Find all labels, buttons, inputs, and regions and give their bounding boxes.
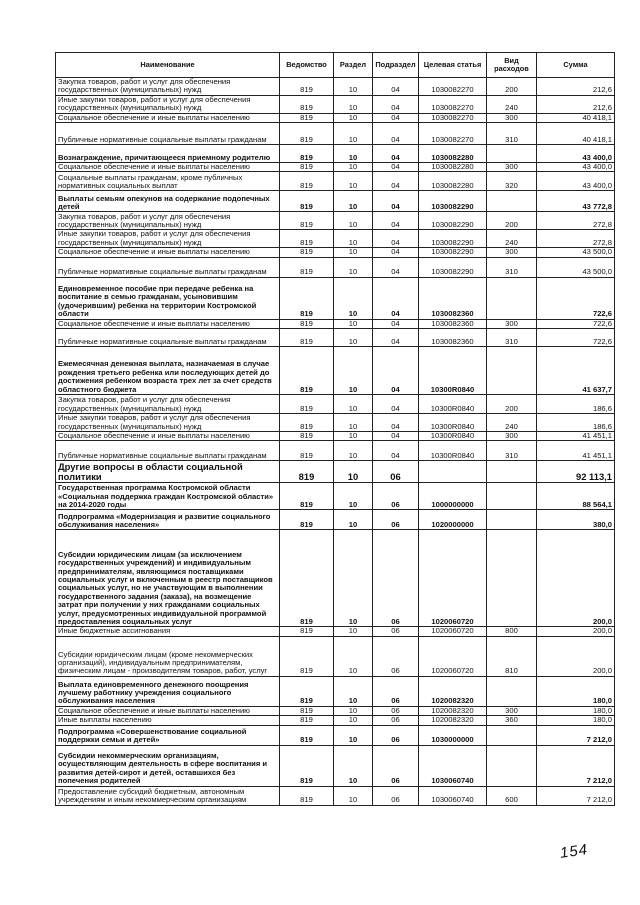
table-row (56, 163, 615, 172)
cell-name: Ежемесячная денежная выплата, назначаемая в случае рождения третьего ребенка или последующих детей до достижения ребенком возраста трех лет за счет средств областного бюджета (56, 347, 280, 395)
cell-target: 1030082360 (419, 319, 487, 328)
table-row (56, 510, 615, 530)
cell-subsection: 04 (373, 172, 419, 191)
cell-dept: 819 (280, 786, 334, 805)
cell-dept: 819 (280, 257, 334, 277)
cell-sum: 212,6 (537, 95, 615, 113)
cell-dept: 819 (280, 745, 334, 786)
cell-name: Другие вопросы в области социальной политики (56, 461, 280, 483)
cell-sum: 212,6 (537, 78, 615, 96)
cell-kind: 200 (487, 78, 537, 96)
table-row (56, 441, 615, 461)
cell-section: 10 (334, 786, 373, 805)
cell-subsection: 04 (373, 329, 419, 347)
cell-target: 10300R0840 (419, 414, 487, 432)
cell-sum: 43 400,0 (537, 163, 615, 172)
cell-target: 1020082320 (419, 676, 487, 706)
table-row (56, 414, 615, 432)
cell-sum: 41 451,1 (537, 441, 615, 461)
cell-sum: 40 418,1 (537, 113, 615, 122)
table-row (56, 329, 615, 347)
table-row (56, 530, 615, 627)
cell-dept: 819 (280, 248, 334, 257)
cell-subsection: 04 (373, 78, 419, 96)
table-row (56, 123, 615, 145)
cell-target: 1030082280 (419, 163, 487, 172)
cell-section: 10 (334, 172, 373, 191)
cell-kind (487, 725, 537, 745)
table-row (56, 277, 615, 319)
cell-section: 10 (334, 510, 373, 530)
cell-subsection: 04 (373, 432, 419, 441)
cell-subsection: 04 (373, 145, 419, 163)
cell-section: 10 (334, 113, 373, 122)
cell-target: 1030082290 (419, 212, 487, 230)
cell-dept: 819 (280, 414, 334, 432)
cell-kind (487, 676, 537, 706)
cell-name: Социальные выплаты гражданам, кроме публичных нормативных социальных выплат (56, 172, 280, 191)
cell-name: Выплаты семьям опекунов на содержание подопечных детей (56, 191, 280, 212)
cell-name: Публичные нормативные социальные выплаты гражданам (56, 441, 280, 461)
cell-kind: 300 (487, 319, 537, 328)
cell-subsection: 06 (373, 676, 419, 706)
cell-sum: 200,0 (537, 627, 615, 636)
cell-section: 10 (334, 319, 373, 328)
cell-sum: 92 113,1 (537, 461, 615, 483)
cell-subsection: 06 (373, 461, 419, 483)
col-name-header: Наименование (56, 53, 280, 78)
cell-sum: 7 212,0 (537, 745, 615, 786)
cell-sum: 43 400,0 (537, 145, 615, 163)
cell-sum: 43 500,0 (537, 257, 615, 277)
cell-kind: 200 (487, 212, 537, 230)
cell-dept: 819 (280, 329, 334, 347)
cell-kind: 310 (487, 441, 537, 461)
cell-target: 1030082270 (419, 123, 487, 145)
cell-section: 10 (334, 725, 373, 745)
cell-subsection: 04 (373, 347, 419, 395)
cell-dept: 819 (280, 212, 334, 230)
cell-kind: 600 (487, 786, 537, 805)
cell-target: 1030000000 (419, 725, 487, 745)
cell-section: 10 (334, 636, 373, 676)
page-number: 154 (558, 841, 590, 862)
cell-name: Публичные нормативные социальные выплаты гражданам (56, 257, 280, 277)
cell-kind (487, 745, 537, 786)
cell-subsection: 04 (373, 113, 419, 122)
cell-section: 10 (334, 95, 373, 113)
table-row (56, 636, 615, 676)
cell-name: Подпрограмма «Совершенствование социальной поддержки семьи и детей» (56, 725, 280, 745)
cell-name: Иные закупки товаров, работ и услуг для обеспечения государственных (муниципальных) нужд (56, 95, 280, 113)
cell-kind: 310 (487, 123, 537, 145)
cell-sum: 43 400,0 (537, 172, 615, 191)
cell-name: Закупка товаров, работ и услуг для обеспечения государственных (муниципальных) нужд (56, 212, 280, 230)
cell-section: 10 (334, 745, 373, 786)
cell-dept: 819 (280, 163, 334, 172)
cell-sum: 180,0 (537, 716, 615, 725)
cell-target: 1030082280 (419, 172, 487, 191)
table-row (56, 145, 615, 163)
cell-dept: 819 (280, 123, 334, 145)
cell-target: 1030082290 (419, 230, 487, 248)
col-subsection-header: Подраздел (373, 53, 419, 78)
cell-target: 1030082290 (419, 248, 487, 257)
cell-sum: 200,0 (537, 636, 615, 676)
table-row (56, 191, 615, 212)
cell-dept: 819 (280, 347, 334, 395)
cell-section: 10 (334, 706, 373, 715)
cell-target: 1030082270 (419, 78, 487, 96)
table-row (56, 78, 615, 96)
table-row (56, 172, 615, 191)
cell-section: 10 (334, 716, 373, 725)
cell-sum: 88 564,1 (537, 483, 615, 510)
cell-dept: 819 (280, 725, 334, 745)
cell-sum: 180,0 (537, 676, 615, 706)
cell-dept: 819 (280, 113, 334, 122)
budget-table (55, 52, 615, 806)
cell-dept: 819 (280, 395, 334, 414)
col-sum-header: Сумма (537, 53, 615, 78)
cell-subsection: 04 (373, 248, 419, 257)
table-row (56, 95, 615, 113)
cell-target: 1020060720 (419, 530, 487, 627)
cell-section: 10 (334, 163, 373, 172)
table-body (56, 78, 615, 806)
table-row (56, 212, 615, 230)
cell-dept: 819 (280, 191, 334, 212)
cell-name: Иные закупки товаров, работ и услуг для обеспечения государственных (муниципальных) нужд (56, 414, 280, 432)
cell-section: 10 (334, 230, 373, 248)
cell-target: 1020060720 (419, 627, 487, 636)
cell-dept: 819 (280, 483, 334, 510)
cell-sum: 722,6 (537, 319, 615, 328)
cell-kind: 300 (487, 163, 537, 172)
cell-section: 10 (334, 483, 373, 510)
cell-section: 10 (334, 461, 373, 483)
cell-sum: 7 212,0 (537, 786, 615, 805)
cell-target: 1030082360 (419, 277, 487, 319)
cell-section: 10 (334, 212, 373, 230)
cell-target: 10300R0840 (419, 347, 487, 395)
cell-subsection: 04 (373, 257, 419, 277)
cell-kind: 300 (487, 248, 537, 257)
cell-sum: 186,6 (537, 414, 615, 432)
col-kind-header: Вид расходов (487, 53, 537, 78)
table-row (56, 706, 615, 715)
cell-subsection: 04 (373, 395, 419, 414)
cell-kind: 240 (487, 414, 537, 432)
cell-sum: 180,0 (537, 706, 615, 715)
cell-name: Выплата единовременного денежного поощрения лучшему работнику учреждения социального обслуживания населения (56, 676, 280, 706)
cell-dept: 819 (280, 319, 334, 328)
cell-sum: 43 500,0 (537, 248, 615, 257)
col-dept-header: Ведомство (280, 53, 334, 78)
cell-target: 1030082280 (419, 145, 487, 163)
cell-dept: 819 (280, 530, 334, 627)
cell-dept: 819 (280, 230, 334, 248)
cell-dept: 819 (280, 441, 334, 461)
cell-kind (487, 530, 537, 627)
cell-dept: 819 (280, 172, 334, 191)
cell-name: Публичные нормативные социальные выплаты гражданам (56, 123, 280, 145)
col-target-header: Целевая статья (419, 53, 487, 78)
cell-subsection: 06 (373, 483, 419, 510)
cell-dept: 819 (280, 95, 334, 113)
cell-dept: 819 (280, 676, 334, 706)
cell-dept: 819 (280, 510, 334, 530)
cell-section: 10 (334, 530, 373, 627)
cell-kind (487, 461, 537, 483)
cell-target: 1020000000 (419, 510, 487, 530)
cell-subsection: 04 (373, 441, 419, 461)
cell-sum: 200,0 (537, 530, 615, 627)
table-row (56, 347, 615, 395)
cell-dept: 819 (280, 627, 334, 636)
cell-name: Социальное обеспечение и иные выплаты населению (56, 163, 280, 172)
cell-sum: 40 418,1 (537, 123, 615, 145)
cell-name: Закупка товаров, работ и услуг для обеспечения государственных (муниципальных) нужд (56, 395, 280, 414)
cell-target: 1030082290 (419, 191, 487, 212)
cell-dept: 819 (280, 636, 334, 676)
cell-subsection: 06 (373, 510, 419, 530)
cell-name: Вознаграждение, причитающееся приемному родителю (56, 145, 280, 163)
cell-subsection: 04 (373, 319, 419, 328)
table-row (56, 716, 615, 725)
cell-name: Единовременное пособие при передаче ребенка на воспитание в семью гражданам, усыновившим (удочерившим) ребенка на территории Костромской области (56, 277, 280, 319)
cell-subsection: 04 (373, 191, 419, 212)
cell-sum: 722,6 (537, 329, 615, 347)
cell-kind: 310 (487, 329, 537, 347)
cell-subsection: 04 (373, 230, 419, 248)
table-row (56, 745, 615, 786)
cell-kind: 310 (487, 257, 537, 277)
cell-sum: 272,8 (537, 230, 615, 248)
cell-name: Субсидии юридическим лицам (кроме некоммерческих организаций), индивидуальным предпринимателям, физическим лицам - производителям товаров, работ, услуг (56, 636, 280, 676)
cell-subsection: 06 (373, 636, 419, 676)
cell-dept: 819 (280, 145, 334, 163)
cell-sum: 41 451,1 (537, 432, 615, 441)
table-row (56, 483, 615, 510)
cell-target: 10300R0840 (419, 441, 487, 461)
cell-name: Подпрограмма «Модернизация и развитие социального обслуживания населения» (56, 510, 280, 530)
cell-kind (487, 510, 537, 530)
cell-target: 1030060740 (419, 745, 487, 786)
cell-name: Иные выплаты населению (56, 716, 280, 725)
table-row (56, 725, 615, 745)
cell-sum: 7 212,0 (537, 725, 615, 745)
cell-kind: 240 (487, 95, 537, 113)
cell-sum: 43 772,8 (537, 191, 615, 212)
cell-section: 10 (334, 78, 373, 96)
cell-subsection: 06 (373, 627, 419, 636)
cell-kind: 200 (487, 395, 537, 414)
table-row (56, 627, 615, 636)
cell-dept: 819 (280, 78, 334, 96)
cell-kind (487, 191, 537, 212)
header-row (56, 53, 615, 78)
cell-section: 10 (334, 145, 373, 163)
cell-sum: 41 637,7 (537, 347, 615, 395)
cell-target: 1020082320 (419, 716, 487, 725)
cell-name: Субсидии юридическим лицам (за исключением государственных учреждений) и индивидуальным предпринимателям, являющимся поставщиками социальных услуг и включенным в реестр поставщиков социальных услуг, но не участвующим в выполнении государственного задания (заказа), на возмещение затрат при получении у них гражданами социальных услуг, предусмотренных индивидуальной программой предоставления социальных услуг (56, 530, 280, 627)
cell-subsection: 06 (373, 786, 419, 805)
cell-dept: 819 (280, 432, 334, 441)
cell-sum: 186,6 (537, 395, 615, 414)
cell-section: 10 (334, 347, 373, 395)
cell-subsection: 06 (373, 530, 419, 627)
table-row (56, 257, 615, 277)
cell-kind (487, 277, 537, 319)
cell-name: Социальное обеспечение и иные выплаты населению (56, 706, 280, 715)
cell-subsection: 04 (373, 277, 419, 319)
cell-kind (487, 483, 537, 510)
cell-subsection: 06 (373, 745, 419, 786)
table-row (56, 248, 615, 257)
cell-target: 1020082320 (419, 706, 487, 715)
cell-subsection: 04 (373, 212, 419, 230)
cell-section: 10 (334, 329, 373, 347)
col-section-header: Раздел (334, 53, 373, 78)
cell-target: 1030082290 (419, 257, 487, 277)
cell-target (419, 461, 487, 483)
cell-kind: 320 (487, 172, 537, 191)
cell-kind: 300 (487, 432, 537, 441)
cell-section: 10 (334, 441, 373, 461)
cell-section: 10 (334, 248, 373, 257)
cell-name: Публичные нормативные социальные выплаты гражданам (56, 329, 280, 347)
cell-kind (487, 347, 537, 395)
cell-subsection: 04 (373, 123, 419, 145)
cell-target: 10300R0840 (419, 432, 487, 441)
cell-name: Иные закупки товаров, работ и услуг для обеспечения государственных (муниципальных) нужд (56, 230, 280, 248)
cell-section: 10 (334, 257, 373, 277)
cell-sum: 272,8 (537, 212, 615, 230)
table-row (56, 319, 615, 328)
cell-section: 10 (334, 432, 373, 441)
cell-target: 1030082360 (419, 329, 487, 347)
cell-name: Субсидии некоммерческим организациям, осуществляющим деятельность в сфере воспитания и развития детей-сирот и детей, оставшихся без попечения родителей (56, 745, 280, 786)
cell-target: 1000000000 (419, 483, 487, 510)
cell-target: 1030082270 (419, 95, 487, 113)
cell-section: 10 (334, 627, 373, 636)
cell-subsection: 06 (373, 716, 419, 725)
cell-sum: 380,0 (537, 510, 615, 530)
cell-kind: 360 (487, 716, 537, 725)
table-row (56, 230, 615, 248)
cell-name: Социальное обеспечение и иные выплаты населению (56, 113, 280, 122)
cell-kind: 810 (487, 636, 537, 676)
cell-kind (487, 145, 537, 163)
table-row (56, 461, 615, 483)
cell-subsection: 06 (373, 706, 419, 715)
table-row (56, 432, 615, 441)
cell-kind: 300 (487, 706, 537, 715)
cell-subsection: 06 (373, 725, 419, 745)
cell-kind: 240 (487, 230, 537, 248)
cell-name: Государственная программа Костромской области «Социальная поддержка граждан Костромской области» на 2014-2020 годы (56, 483, 280, 510)
cell-sum: 722,6 (537, 277, 615, 319)
cell-kind: 300 (487, 113, 537, 122)
cell-section: 10 (334, 277, 373, 319)
cell-dept: 819 (280, 706, 334, 715)
cell-name: Закупка товаров, работ и услуг для обеспечения государственных (муниципальных) нужд (56, 78, 280, 96)
cell-name: Социальное обеспечение и иные выплаты населению (56, 319, 280, 328)
cell-dept: 819 (280, 461, 334, 483)
cell-section: 10 (334, 414, 373, 432)
cell-name: Социальное обеспечение и иные выплаты населению (56, 248, 280, 257)
cell-name: Социальное обеспечение и иные выплаты населению (56, 432, 280, 441)
table-row (56, 113, 615, 122)
cell-target: 1030082270 (419, 113, 487, 122)
cell-name: Предоставление субсидий бюджетным, автономным учреждениям и иным некоммерческим организациям (56, 786, 280, 805)
table-row (56, 676, 615, 706)
cell-name: Иные бюджетные ассигнования (56, 627, 280, 636)
cell-section: 10 (334, 123, 373, 145)
cell-subsection: 04 (373, 414, 419, 432)
table-row (56, 395, 615, 414)
cell-target: 1020060720 (419, 636, 487, 676)
cell-subsection: 04 (373, 95, 419, 113)
cell-dept: 819 (280, 716, 334, 725)
table-row (56, 786, 615, 805)
cell-section: 10 (334, 191, 373, 212)
cell-target: 10300R0840 (419, 395, 487, 414)
cell-section: 10 (334, 676, 373, 706)
cell-target: 1030060740 (419, 786, 487, 805)
cell-kind: 800 (487, 627, 537, 636)
cell-dept: 819 (280, 277, 334, 319)
cell-section: 10 (334, 395, 373, 414)
cell-subsection: 04 (373, 163, 419, 172)
